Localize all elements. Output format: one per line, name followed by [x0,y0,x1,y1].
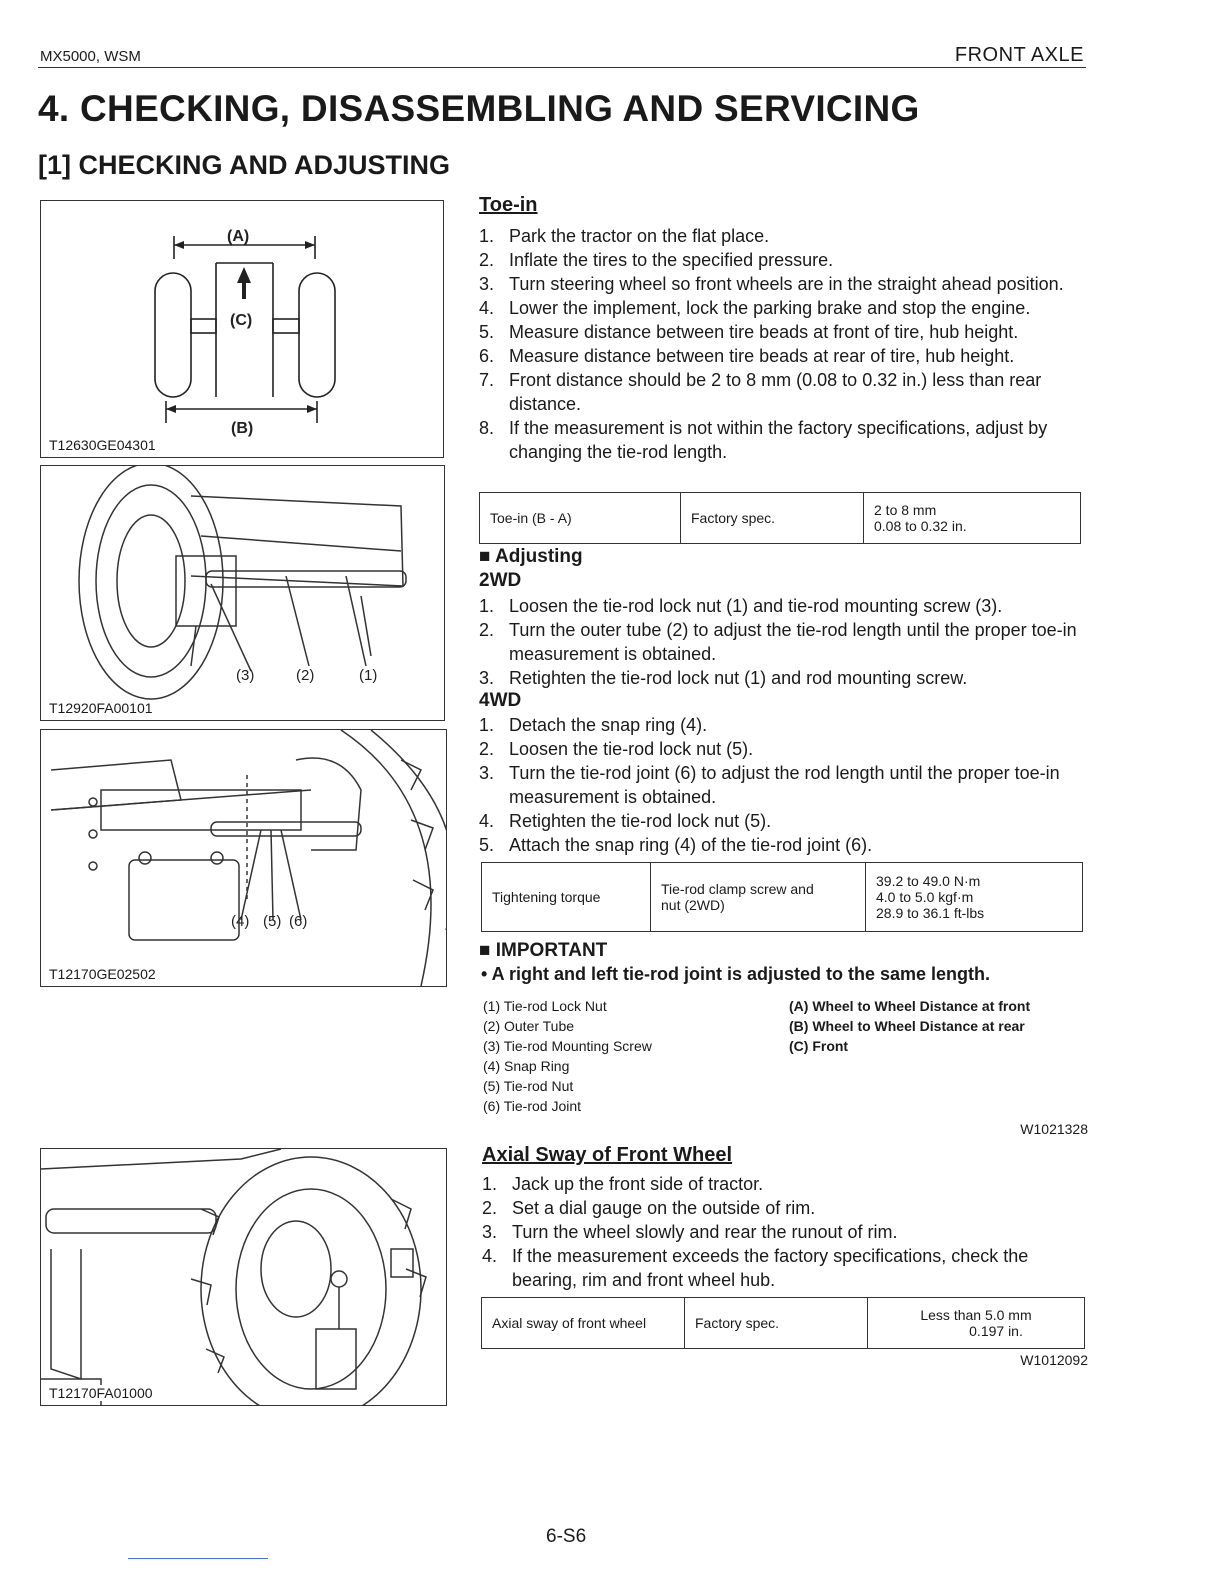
spec-type: Factory spec. [685,1298,868,1349]
important-heading: ■ IMPORTANT [479,940,608,961]
4wd-heading: 4WD [479,690,522,711]
footer-rule [128,1558,268,1559]
spec-value: 39.2 to 49.0 N·m 4.0 to 5.0 kgf·m 28.9 to 36.1 ft-lbs [866,863,1083,932]
list-item: 6. Measure distance between tire beads at rear of tire, hub height. [479,346,1015,366]
torque-spec-table [481,862,1083,932]
list-item: 1. Park the tractor on the flat place. [479,226,770,246]
axial-steps [482,1172,1088,1292]
important-note: • A right and left tie-rod joint is adjusted to the same length. [481,964,990,984]
figure-2wd-tierod [40,465,445,721]
label-C: (C) [230,312,253,329]
ref-code: W1021328 [1020,1121,1088,1137]
legend-dimensions [789,996,1087,1056]
legend-item: (B) Wheel to Wheel Distance at rear [789,1018,1025,1034]
2wd-steps [479,594,1087,690]
legend-item: (C) Front [789,1038,849,1054]
axial-sway-drawing [41,1149,446,1405]
figure-code: T12170GE02502 [49,966,156,982]
figure-toein-diagram [40,200,444,458]
section-subtitle: [1] CHECKING AND ADJUSTING [38,150,451,180]
figure-4wd-tierod [40,729,447,987]
spec-desc: Tie-rod clamp screw and nut (2WD) [651,863,866,932]
legend-item: (4) Snap Ring [483,1058,570,1074]
list-item: 1. Jack up the front side of tractor. [482,1174,764,1194]
list-item: 4. If the measurement exceeds the factory specifications, check the bearing, rim and front wheel hub. [482,1246,1029,1290]
spec-item: Toe-in (B - A) [480,493,681,544]
spec-value: Less than 5.0 mm 0.197 in. [868,1298,1085,1349]
label-1: (1) [359,667,378,684]
legend-item: (5) Tie-rod Nut [483,1078,574,1094]
spec-item: Axial sway of front wheel [482,1298,685,1349]
label-4: (4) [231,913,250,930]
list-item: 2. Inflate the tires to the specified pressure. [479,250,834,270]
list-item: 7. Front distance should be 2 to 8 mm (0.08 to 0.32 in.) less than rear distance. [479,370,1042,414]
figure-axial-sway [40,1148,447,1406]
label-5: (5) [263,913,282,930]
legend-item: (2) Outer Tube [483,1018,575,1034]
list-item: 3. Turn the wheel slowly and rear the runout of rim. [482,1222,898,1242]
list-item: 1. Detach the snap ring (4). [479,715,708,735]
header-section: FRONT AXLE [954,44,1084,66]
label-6: (6) [289,913,308,930]
axial-spec-table [481,1297,1085,1349]
toein-diagram-drawing [41,201,443,457]
adjusting-heading: ■ Adjusting [479,546,583,567]
label-3: (3) [236,667,255,684]
4wd-tierod-drawing [41,730,446,986]
label-2: (2) [296,667,315,684]
spec-type: Factory spec. [681,493,864,544]
label-B: (B) [231,420,254,437]
page-title: 4. CHECKING, DISASSEMBLING AND SERVICING [38,88,920,129]
2wd-heading: 2WD [479,570,522,591]
legend-item: (3) Tie-rod Mounting Screw [483,1038,652,1054]
list-item: 8. If the measurement is not within the factory specifications, adjust by changing the tie-rod length. [479,418,1048,462]
legend-parts [483,996,773,1116]
list-item: 5. Measure distance between tire beads at front of tire, hub height. [479,322,1019,342]
list-item: 3. Turn the tie-rod joint (6) to adjust the rod length until the proper toe-in measurement is obtained. [479,763,1060,807]
list-item: 5. Attach the snap ring (4) of the tie-rod joint (6). [479,835,873,855]
legend-item: (A) Wheel to Wheel Distance at front [789,998,1031,1014]
label-A: (A) [227,228,250,245]
figure-code: T12920FA00101 [49,700,153,716]
ref-code: W1012092 [1020,1352,1088,1368]
list-item: 1. Loosen the tie-rod lock nut (1) and tie-rod mounting screw (3). [479,596,1003,616]
axial-heading: Axial Sway of Front Wheel [482,1144,733,1166]
legend-item: (6) Tie-rod Joint [483,1098,582,1114]
2wd-tierod-drawing [41,466,444,720]
figure-code: T12170FA01000 [49,1385,153,1401]
list-item: 4. Retighten the tie-rod lock nut (5). [479,811,772,831]
legend-item: (1) Tie-rod Lock Nut [483,998,607,1014]
list-item: 3. Retighten the tie-rod lock nut (1) and rod mounting screw. [479,668,968,688]
list-item: 2. Turn the outer tube (2) to adjust the tie-rod length until the proper toe-in measurement is obtained. [479,620,1077,664]
list-item: 3. Turn steering wheel so front wheels are in the straight ahead position. [479,274,1064,294]
list-item: 4. Lower the implement, lock the parking brake and stop the engine. [479,298,1031,318]
list-item: 2. Set a dial gauge on the outside of rim. [482,1198,816,1218]
header-rule [38,67,1086,68]
toein-spec-table [479,492,1081,544]
page-number: 6-S6 [546,1526,587,1547]
4wd-steps [479,713,1087,857]
toein-steps [479,224,1085,464]
header-model: MX5000, WSM [40,48,141,65]
figure-code: T12630GE04301 [49,437,156,453]
spec-item: Tightening torque [482,863,651,932]
list-item: 2. Loosen the tie-rod lock nut (5). [479,739,754,759]
toein-heading: Toe-in [479,194,538,216]
spec-value: 2 to 8 mm 0.08 to 0.32 in. [864,493,1081,544]
